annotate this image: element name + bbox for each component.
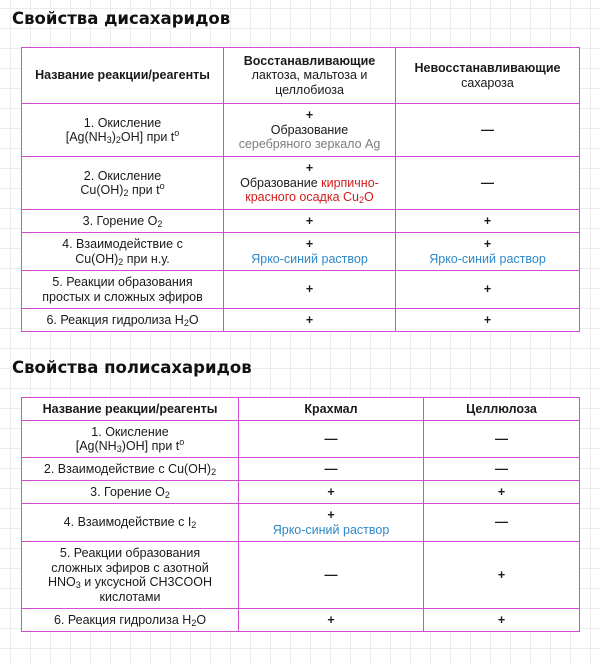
table-header-row [22, 398, 580, 421]
table-row [22, 481, 580, 504]
table-row [22, 271, 580, 309]
reaction-name: 5. Реакции образования сложных эфиров с азотной $HNO_3$ и уксусной CH3COOH кислотами [22, 542, 239, 609]
header-reaction: Название реакции/реагенты [22, 398, 239, 421]
cellulose-cell: — [424, 504, 580, 542]
nonreducing-cell: + Ярко-синий раствор [396, 233, 580, 271]
table-row [22, 609, 580, 632]
polysaccharides-table [21, 397, 580, 632]
table-row [22, 421, 580, 458]
nonreducing-cell: — [396, 104, 580, 157]
reducing-cell: + Образование серебряного зеркало Ag [224, 104, 396, 157]
reducing-cell: + [224, 309, 396, 332]
header-reaction: Название реакции/реагенты [22, 48, 224, 104]
reaction-name: 4. Взаимодействие с $I_2$ [22, 504, 239, 542]
starch-cell: + [239, 481, 424, 504]
reaction-name: 6. Реакция гидролиза $H_2O$ [22, 609, 239, 632]
table-row [22, 504, 580, 542]
reaction-name: 3. Горение $O_2$ [22, 481, 239, 504]
polysaccharides-title: Свойства полисахаридов [12, 358, 252, 377]
cellulose-cell: — [424, 458, 580, 481]
reducing-cell: + Образование кирпично- красного осадка $Cu_2O$ [224, 157, 396, 210]
reaction-name: 3. Горение $O_2$ [22, 210, 224, 233]
starch-cell: — [239, 458, 424, 481]
reaction-name: 1. Окисление $[Ag(NH_3)_2OH]$ при $t^o$ [22, 104, 224, 157]
table-row [22, 210, 580, 233]
nonreducing-cell: — [396, 157, 580, 210]
table-row [22, 157, 580, 210]
reducing-cell: + Ярко-синий раствор [224, 233, 396, 271]
table-row [22, 309, 580, 332]
starch-cell: — [239, 542, 424, 609]
disaccharides-table [21, 47, 580, 332]
reducing-cell: + [224, 271, 396, 309]
reaction-name: 2. Взаимодействие с $Cu(OH)_2$ [22, 458, 239, 481]
table-row [22, 233, 580, 271]
cellulose-cell: + [424, 609, 580, 632]
nonreducing-cell: + [396, 210, 580, 233]
table-row [22, 104, 580, 157]
cellulose-cell: — [424, 421, 580, 458]
header-nonreducing-title: Невосстанавливающие [414, 61, 561, 75]
table-row [22, 458, 580, 481]
header-reducing-examples: лактоза, мальтоза и целлобиоза [251, 68, 368, 97]
header-reducing-title: Восстанавливающие [243, 53, 376, 68]
reaction-name: 6. Реакция гидролиза $H_2O$ [22, 309, 224, 332]
reaction-name: 4. Взаимодействие с $Cu(OH)_2$ при н.у. [22, 233, 224, 271]
header-cellulose: Целлюлоза [424, 398, 580, 421]
starch-cell: + Ярко-синий раствор [239, 504, 424, 542]
reducing-cell: + [224, 210, 396, 233]
reaction-name: 1. Окисление $[Ag(NH_3)OH]$ при $t^o$ [22, 421, 239, 458]
header-nonreducing-examples: сахароза [461, 75, 514, 90]
cellulose-cell: + [424, 481, 580, 504]
table-row [22, 542, 580, 609]
cellulose-cell: + [424, 542, 580, 609]
header-starch: Крахмал [239, 398, 424, 421]
table-header-row [22, 48, 580, 104]
starch-cell: — [239, 421, 424, 458]
nonreducing-cell: + [396, 271, 580, 309]
header-reducing [224, 48, 396, 104]
disaccharides-title: Свойства дисахаридов [12, 9, 231, 28]
nonreducing-cell: + [396, 309, 580, 332]
reaction-name: 5. Реакции образования простых и сложных эфиров [22, 271, 224, 309]
reaction-name: 2. Окисление $Cu(OH)_2$ при $t^o$ [22, 157, 224, 210]
starch-cell: + [239, 609, 424, 632]
header-nonreducing [396, 48, 580, 104]
